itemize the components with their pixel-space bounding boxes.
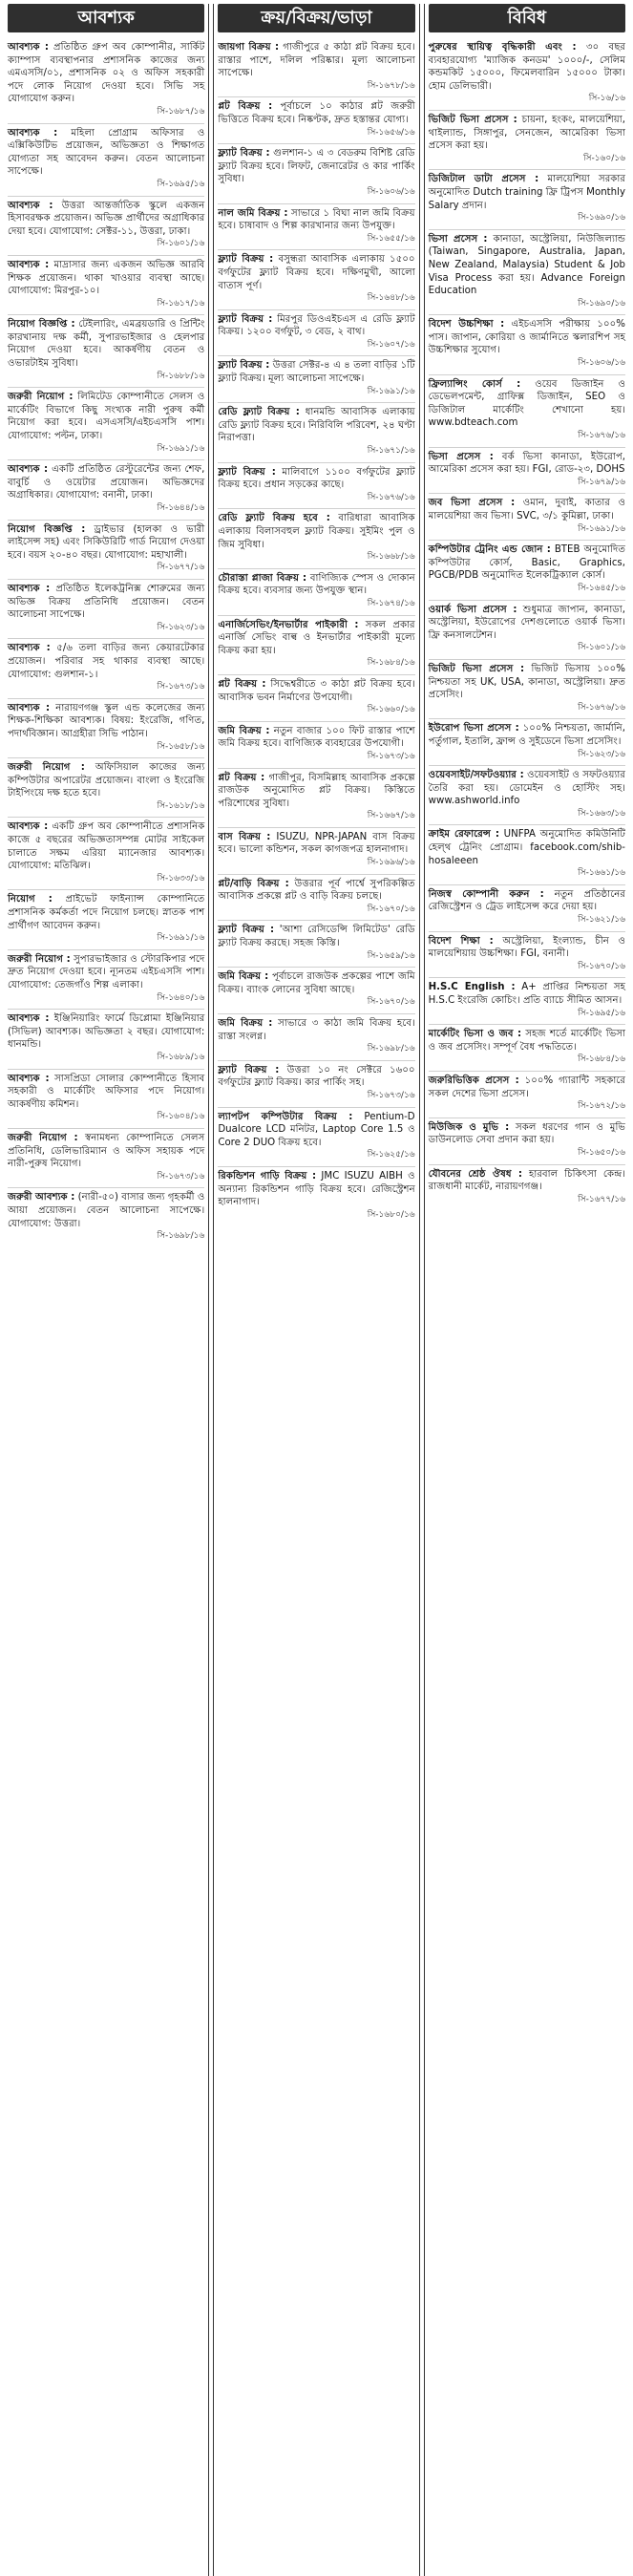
ad-text: বারিধারা আবাসিক এলাকায় বিলাসবহুল ফ্ল্যাট বিক্রয়। সুইমিং পুল ও জিম সুবিধা। — [218, 513, 415, 550]
classified-ad — [218, 1167, 414, 1225]
classified-ad — [8, 1070, 204, 1129]
classified-ad — [8, 38, 204, 124]
ad-text: মালয়েশিয়া সরকার অনুমোদিত Dutch training ফ্রি ট্রিপস Monthly Salary প্রদান। — [428, 174, 625, 211]
ad-reference: সি-১৬৮৪/১৬ — [367, 658, 415, 669]
ad-title: জরুরী নিয়োগ : — [8, 762, 85, 774]
classified-ad — [8, 388, 204, 460]
ad-title: আবশ্যক : — [8, 821, 49, 833]
ad-text: গাজীপুরে ৫ কাঠা প্লট বিক্রয় হবে। রাস্তার পাশে, দলিল পরিষ্কার। মূল্য আলোচনা সাপেক্ষে। — [218, 42, 415, 79]
ad-text: অফিসিয়াল কাজের জন্য কম্পিউটার অপারেটর প্রয়োজন। বাংলা ও ইংরেজি টাইপিংয়ে দক্ষ হতে হবে। — [8, 762, 205, 799]
classified-ad — [429, 541, 625, 600]
ad-text: নতুন বাজার ১০০ ফিট রাস্তার পাশে জমি বিক্রয় হবে। বাণিজ্যিক ব্যবহারের উপযোগী। — [218, 725, 415, 750]
ad-title: আবশ্যক : — [8, 643, 51, 654]
ad-reference: সি-১৬/১৬ — [588, 94, 625, 104]
ad-reference: সি-১৬৭০/১৬ — [367, 904, 415, 914]
ad-title: জমি বিক্রয় : — [218, 971, 269, 983]
ad-text: মিরপুর ডিওএইচএস এ রেডি ফ্ল্যাট বিক্রয়। ১২০০ বর্গফুট, ৩ বেড, ২ বাথ। — [218, 313, 415, 338]
ad-reference: সি-১৬৯৫/১৬ — [157, 179, 205, 189]
classified-ad — [218, 1014, 414, 1061]
ad-text: ISUZU, NPR-JAPAN বাস বিক্রয় হবে। ভালো কন্ডিশন, সকল কাগজপত্র হালনাগাদ। — [218, 831, 415, 856]
ad-text: বর্ক ভিসা কানাডা, ইউরোপ, আমেরিকা প্রসেস করা হয়। FGI, রোড-২৩, DOHS — [428, 451, 625, 476]
ad-reference: সি-১৬৭১/১৬ — [367, 446, 415, 457]
classified-ad — [218, 310, 414, 357]
ad-text: মালিবাগে ১১০০ বর্গফুটের ফ্ল্যাট বিক্রয় হবে। প্রধান সড়কের কাছে। — [218, 466, 415, 491]
classified-ad — [218, 968, 414, 1014]
ad-text: চায়না, হংকং, মালয়েশিয়া, থাইল্যান্ড, সিঙ্গাপুর, সেনজেন, আমেরিকা ভিসা প্রসেস করা হয়। — [428, 114, 625, 152]
ad-text: ৫/৬ তলা বাড়ির জন্য কেয়ারটেকার প্রয়োজন। পরিবার সহ থাকার ব্যবস্থা আছে। যোগাযোগ: গুলশান-১। — [8, 643, 205, 680]
ad-reference: সি-১৬৭৩/১৬ — [367, 1090, 415, 1100]
ad-reference: সি-১৬০/১৬ — [582, 153, 625, 163]
classified-ad — [429, 315, 625, 374]
classified-ad — [218, 204, 414, 251]
classified-ad — [8, 890, 204, 949]
ad-title: আবশ্যক : — [8, 1013, 50, 1025]
classified-ad — [218, 403, 414, 462]
ad-text: স্বনামধন্য কোম্পানিতে সেলস প্রতিনিধি, ডেলিভারিম্যান ও অফিস সহায়ক পদে নারী-পুরুষ নিয়োগ। — [8, 1132, 205, 1170]
ad-title: রেডি ফ্ল্যাট বিক্রয় : — [218, 407, 300, 418]
ad-reference: সি-১৬৭৬/১৬ — [578, 702, 625, 713]
ad-text: নারায়ণগঞ্জ স্কুল এন্ড কলেজের জন্য শিক্ষক-শিক্ষিকা আবশ্যক। বিষয়: ইংরেজি, গণিত, পদার্থবিজ্ঞান। আগ্রহীরা সিভি পাঠান। — [8, 702, 205, 739]
ad-title: জমি বিক্রয় : — [218, 1018, 273, 1029]
ad-text: উত্তরা সেক্টর-৪ এ ৪ তলা বাড়ির ১টি ফ্ল্যাট বিক্রয়। মূল্য আলোচনা সাপেক্ষে। — [218, 360, 415, 385]
column-buy-sell-rent — [213, 4, 419, 2576]
ad-title: বিদেশ উচ্চশিক্ষা : — [428, 319, 505, 330]
ad-text: UNFPA অনুমোদিত কমিউনিটি হেল্‌থ ট্রেনিং প্রোগ্রাম। facebook.com/shib-hosaleeen — [428, 829, 625, 866]
ad-text: শুধুমাত্র জাপান, কানাডা, অস্ট্রেলিয়া, ইউরোপের দেশগুলোতে ওয়ার্ক ভিসা। ফ্রি কনসালটেশন। — [428, 604, 625, 641]
ad-title: ফ্রিল্যান্সিং কোর্স : — [428, 378, 521, 390]
ad-title: জব ভিসা প্রসেস : — [428, 498, 516, 509]
ad-reference: সি-১৬৯০/১৬ — [578, 298, 625, 309]
ad-title: জমি বিক্রয় : — [218, 725, 270, 736]
ad-text: বসুন্ধরা আবাসিক এলাকায় ১৫০০ বর্গফুটের ফ্ল্যাট বিক্রয় হবে। দক্ষিণমুখী, আলো বাতাস পূর্ণ। — [218, 254, 415, 291]
ad-reference: সি-১৬০১/১৬ — [578, 643, 625, 653]
ad-text: উত্তরা ১০ নং সেক্টরে ১৬০০ বর্গফুটের ফ্ল্যাট বিক্রয়। কার পার্কিং সহ। — [218, 1064, 415, 1089]
ad-text: ধানমন্ডি আবাসিক এলাকায় রেডি ফ্ল্যাট বিক্রয় হবে। নিরিবিলি পরিবেশ, ২৪ ঘণ্টা নিরাপত্তা। — [218, 407, 415, 444]
classified-ad — [218, 144, 414, 203]
ad-title: আবশ্যক : — [8, 583, 51, 594]
ad-reference: সি-১৬২৫/১৬ — [367, 1150, 415, 1160]
ad-title: আবশ্যক : — [8, 200, 53, 211]
ad-text: বাণিজ্যিক স্পেস ও দোকান বিক্রয় হবে। ব্যবসার জন্য উপযুক্ত স্থান। — [218, 572, 415, 597]
ad-text: সকল ধরণের গান ও মুভি ডাউনলোড সেবা প্রদান করা হয়। — [428, 1121, 625, 1146]
ad-text: মহিলা প্রোগ্রাম অফিসার ও এক্সিকিউটিভ প্রয়োজন, অভিজ্ঞতা ও শিক্ষাগত যোগ্যতা সহ আবেদন করুন। বেতন আলোচনা সাপেক্ষে। — [8, 127, 205, 178]
ad-title: ফ্ল্যাট বিক্রয় : — [218, 360, 270, 372]
ad-reference: সি-১৬৮০/১৬ — [367, 1209, 415, 1220]
ad-text: অস্ট্রেলিয়া, ইংল্যান্ড, চীন ও মালয়েশিয়ায় উচ্চশিক্ষা। FGI, বনানী। — [428, 935, 625, 960]
ad-reference: সি-১৬৪০/১৬ — [157, 992, 205, 1003]
classified-ad — [8, 1188, 204, 1246]
ad-reference: সি-১৬০১/১৬ — [157, 239, 205, 249]
ad-text: ১০০% নিশ্চয়তা, জার্মানি, পর্তুগাল, ইতালি, ফ্রান্স ও সুইডেনে ভিসা প্রসেসিং। — [428, 723, 625, 747]
ad-text: নতুন প্রতিষ্ঠানের রেজিস্ট্রেশন ও ট্রেড লাইসেন্স করে দেয়া হয়। — [428, 888, 625, 913]
ad-text: (নারী-৫০) বাসার জন্য গৃহকর্মী ও আয়া প্রয়োজন। বেতন আলোচনা সাপেক্ষে। যোগাযোগ: উত্তরা। — [8, 1192, 205, 1229]
ad-text: পূর্বাচলে ১০ কাঠার প্লট জরুরী ভিত্তিতে বিক্রয় হবে। নিষ্কণ্টক, দ্রুত হস্তান্তর যোগ্য। — [218, 101, 415, 125]
ad-text: BTEB অনুমোদিত কম্পিউটার কোর্স, Basic, Graphics, PGCB/PDB অনুমোদিত ইলেকট্রিক্যাল কোর্স। — [428, 544, 625, 582]
ad-reference: সি-১৬৯৮/১৬ — [157, 1231, 205, 1242]
ad-title: আবশ্যক : — [8, 1073, 50, 1084]
ad-text: ড্রাইভার (হালকা ও ভারী লাইসেন্স সহ) এবং সিকিউরিটি গার্ড নিয়োগ দেওয়া হবে। বয়স ২০-৪০ বছর। যোগাযোগ: মহাখালী। — [8, 523, 205, 561]
classified-ad — [218, 1108, 414, 1167]
ad-reference: সি-১৬৯৮/১৬ — [367, 1044, 415, 1054]
ad-reference: সি-১৬৭৪/১৬ — [367, 598, 415, 608]
ad-reference: সি-১৬৮৯/১৬ — [157, 1052, 205, 1062]
ad-reference: সি-১৬৯০/১৬ — [578, 213, 625, 224]
ad-title: নাল জমি বিক্রয় : — [218, 207, 288, 219]
classified-ad — [429, 766, 625, 825]
classified-ad — [429, 230, 625, 316]
ad-text: গুলশান-১ এ ৩ বেডরুম বিশিষ্ট রেডি ফ্ল্যাট বিক্রয় হবে। লিফট, জেনারেটর ও কার পার্কিং সুবিধা। — [218, 148, 415, 185]
ad-reference: সি-১৬৯১/১৬ — [157, 443, 205, 454]
column-miscellaneous — [424, 4, 629, 2576]
classified-ad — [8, 197, 204, 256]
ad-text: মাদ্রাসার জন্য একজন অভিজ্ঞ আরবি শিক্ষক প্রয়োজন। থাকা খাওয়ার ব্যবস্থা আছে। যোগাযোগ: মিরপুর-১০। — [8, 259, 205, 297]
classified-ad — [218, 38, 414, 97]
classified-ad — [218, 828, 414, 875]
ad-text: সিদ্ধেশ্বরীতে ৩ কাঠা প্লট বিক্রয় হবে। আবাসিক ভবন নির্মাণের উপযোগী। — [218, 678, 415, 703]
ad-reference: সি-১৬৭৭/১৬ — [578, 1194, 625, 1204]
ad-title: প্লট/বাড়ি বিক্রয় : — [218, 878, 289, 889]
ad-text: উত্তরা আন্তর্জাতিক স্কুলে একজন হিসাবরক্ষক প্রয়োজন। অভিজ্ঞ প্রার্থীদের অগ্রাধিকার দেয়া হবে। যোগাযোগ: সেক্টর-১১, উত্তরা, ঢাকা। — [8, 200, 205, 237]
ad-title: আবশ্যক : — [8, 42, 50, 53]
ad-reference: সি-১৬৬১/১৬ — [578, 868, 625, 879]
ad-text: A+ প্রাপ্তির নিশ্চয়তা সহ H.S.C ইংরেজি কোচিং। প্রতি ব্যাচে সীমিত আসন। — [428, 982, 625, 1006]
classified-ad — [429, 1072, 625, 1118]
classified-ad — [8, 580, 204, 639]
ad-text: সাভারে ৩ কাঠা জমি বিক্রয় হবে। রাস্তা সংলগ্ন। — [218, 1018, 415, 1042]
ad-title: নিজস্ব কোম্পানী করুন : — [428, 888, 544, 900]
ad-title: যৌবনের শ্রেষ্ঠ ঔষধ : — [428, 1168, 522, 1180]
ad-title: ইউরোপ ভিসা প্রসেস : — [428, 723, 519, 734]
ad-text: গাজীপুর, বিসমিল্লাহ আবাসিক প্রকল্পে রাজউক অনুমোদিত প্লট বিক্রয়। কিস্তিতে পরিশোধের সুবিধা। — [218, 772, 415, 809]
column-heading: ক্রয়/বিক্রয়/ভাড়া — [218, 4, 414, 32]
ad-text: এইচএসসি পরীক্ষায় ১০০% পাস। জাপান, কোরিয়া ও জার্মানিতে স্কলারশিপ সহ উচ্চশিক্ষার সুযোগ। — [428, 319, 625, 356]
ad-reference: সি-১৬৭৭/১৬ — [157, 563, 205, 573]
classified-ad — [8, 699, 204, 758]
ad-title: ফ্ল্যাট বিক্রয় : — [218, 254, 274, 266]
classified-ad — [218, 509, 414, 568]
classified-ad — [218, 616, 414, 675]
ad-list — [425, 38, 629, 1210]
ad-reference: সি-১৬৭৩/১৬ — [157, 682, 205, 692]
ad-text: সকল প্রকার এনার্জি সেভিং বাল্ব ও ইনভার্টার পাইকারী মূল্যে বিক্রয় করা হয়। — [218, 619, 415, 656]
ad-text: প্রাইভেট ফাইন্যান্স কোম্পানিতে প্রশাসনিক কর্মকর্তা পদে নিয়োগ চলছে। স্নাতক পাশ প্রার্থীগণ আবেদন করুন। — [8, 894, 205, 931]
ad-text: একটি প্রতিষ্ঠিত রেস্টুরেন্টের জন্য শেফ, বাবুর্চি ও ওয়েটার প্রয়োজন। অভিজ্ঞদের অগ্রাধিকার। যোগাযোগ: বনানী, ঢাকা। — [8, 464, 205, 501]
classified-ad — [218, 722, 414, 769]
ad-title: জরুরী আবশ্যক : — [8, 1192, 75, 1203]
ad-reference: সি-১৬৮৪/১৬ — [578, 1054, 625, 1065]
columns — [4, 4, 629, 2576]
ad-text: 'আশা রেসিডেন্সি লিমিটেড' রেডি ফ্ল্যাট বিক্রয় করছে। সহজ কিস্তি। — [218, 925, 415, 949]
ad-reference: সি-১৬৩৩/১৬ — [157, 873, 205, 884]
ad-title: ফ্ল্যাট বিক্রয় : — [218, 148, 270, 160]
ad-reference: সি-১৬৯১/১৬ — [367, 386, 415, 396]
ad-text: পূর্বাচলে রাজউক প্রকল্পের পাশে জমি বিক্রয়। ব্যাংক লোনের সুবিধা আছে। — [218, 971, 415, 995]
ad-reference: সি-১৬৫৬/১৬ — [367, 127, 415, 138]
ad-reference: সি-১৬৭০/১৬ — [367, 997, 415, 1008]
ad-text: ১০০% গ্যারান্টি সহকারে সকল দেশের ভিসা প্রসেস। — [428, 1075, 625, 1099]
ad-text: সাভারে ১ বিঘা নাল জমি বিক্রয় হবে। চাষাবাদ ও শিল্প কারখানার জন্য উপযুক্ত। — [218, 207, 415, 232]
classified-ad — [429, 111, 625, 170]
classified-ad — [218, 97, 414, 144]
ad-reference: সি-১৬৭০/১৬ — [578, 961, 625, 971]
classified-ad — [429, 170, 625, 229]
classified-ad — [429, 494, 625, 541]
classified-ad — [218, 1061, 414, 1108]
ad-title: ক্রাইম রেফারেন্স : — [428, 829, 499, 841]
ad-reference: সি-১৬৪৮/১৬ — [367, 293, 415, 304]
classified-ad — [429, 660, 625, 719]
ad-text: ওমান, দুবাই, কাতার ও মালয়েশিয়া জব ভিসা। SVC, ৩/১ কুমিল্লা, ঢাকা। — [428, 498, 625, 522]
ad-reference: সি-১৬০৪/১৬ — [157, 1112, 205, 1122]
ad-title: আবশ্যক : — [8, 127, 58, 138]
ad-title: ল্যাপটপ কম্পিউটার বিক্রয় : — [218, 1111, 353, 1122]
classified-ad — [429, 825, 625, 884]
classified-ad — [8, 758, 204, 818]
ad-title: ফ্ল্যাট বিক্রয় : — [218, 1064, 280, 1075]
ad-title: রেডি ফ্ল্যাট বিক্রয় হবে : — [218, 513, 330, 524]
ad-title: ভিসা প্রসেস : — [428, 451, 494, 462]
ad-title: আবশ্যক : — [8, 259, 50, 270]
column-required — [4, 4, 209, 2576]
ad-reference: সি-১৬১৭/১৬ — [157, 298, 205, 309]
ad-reference: সি-১৬৫৫/১৬ — [367, 233, 415, 244]
ad-title: চৌরাস্তা প্লাজা বিক্রয় : — [218, 572, 307, 584]
ad-title: এনার্জিসেভিং/ইনভার্টার পাইকারী : — [218, 619, 359, 630]
ad-title: নিয়োগ বিজ্ঞপ্তি : — [8, 523, 86, 535]
ad-title: আবশ্যক : — [8, 464, 49, 476]
ad-reference: সি-১৬৮৭/১৬ — [157, 106, 205, 117]
ad-text: ৩০ বছর ব্যবহারযোগ্য 'ম্যাজিক কনডম' ১০০০/-, সেলিম কন্ডমকিট ১৫০০০, ফিমেলবারিন ১৫০০০ টাকা। হোম ডেলিভারী। — [428, 42, 625, 92]
classified-ad — [429, 38, 625, 111]
ad-title: আবশ্যক : — [8, 702, 51, 713]
ad-title: ফ্ল্যাট বিক্রয় : — [218, 313, 273, 325]
ad-reference: সি-১৬৬৮/১৬ — [367, 552, 415, 563]
ad-reference: সি-১৬০৬/১৬ — [367, 186, 415, 197]
ad-reference: সি-১৬১৮/১৬ — [157, 800, 205, 811]
ad-text: ভিজিট ভিসায় ১০০% নিশ্চয়তা সহ UK, USA, কানাডা, অস্ট্রেলিয়া। দ্রুত প্রসেসিং। — [428, 663, 625, 701]
ad-title: প্লট বিক্রয় : — [218, 678, 266, 690]
ad-title: ভিজিট ভিসা প্রসেস : — [428, 663, 525, 674]
ad-title: ওয়েবসাইট/সফটওয়্যার : — [428, 770, 524, 781]
ad-title: কম্পিউটার ট্রেনিং এন্ড জোন : — [428, 544, 551, 556]
ad-text: লিমিটেড কোম্পানীতে সেলস ও মার্কেটিং বিভাগে কিছু সংখ্যক নারী পুরুষ কর্মী নিয়োগ করা হবে। এসএসসি/এইচএসসি পাশ। যোগাযোগ: পল্টন, ঢাকা। — [8, 392, 205, 442]
ad-text: সুপারভাইজার ও স্টোরকিপার পদে দ্রুত নিয়োগ দেওয়া হবে। ন্যূনতম এইচএসসি পাশ। যোগাযোগ: তেজগাঁও শিল্প এলাকা। — [8, 953, 205, 990]
ad-title: জায়গা বিক্রয় : — [218, 42, 280, 53]
classified-ad — [8, 950, 204, 1010]
ad-title: প্লট বিক্রয় : — [218, 101, 273, 113]
ad-title: ভিসা প্রসেস : — [428, 233, 488, 245]
classified-ad — [218, 356, 414, 403]
column-heading: বিবিধ — [429, 4, 625, 32]
ad-title: ফ্ল্যাট বিক্রয় : — [218, 466, 276, 478]
ad-text: টেইলারিং, এমব্রয়ডারি ও প্রিন্টিং কারখানায় দক্ষ কর্মী, সুপারভাইজার ও হেলপার নিয়োগ দেওয়া হবে। আকর্ষণীয় বেতন ও ওভারটাইম সুবিধা। — [8, 319, 205, 370]
classified-ad — [429, 719, 625, 766]
classified-ad — [218, 463, 414, 510]
ad-title: বাস বিক্রয় : — [218, 831, 271, 842]
ad-title: মিউজিক ও মুভি : — [428, 1121, 510, 1133]
classified-ad — [429, 375, 625, 448]
ad-reference: সি-১৬৭৩/১৬ — [367, 751, 415, 761]
classified-ad — [8, 521, 204, 580]
ad-title: ভিজিট ভিসা প্রসেস : — [428, 114, 517, 125]
ad-reference: সি-১৬৮৮/১৬ — [157, 371, 205, 381]
ad-reference: সি-১৬৭৬/১৬ — [578, 431, 625, 441]
ad-text: ওয়েব ডিজাইন ও ডেভেলপমেন্ট, গ্রাফিক্স ডিজাইন, SEO ও ডিজিটাল মার্কেটিং শেখানো হয়। www.bdteach.com — [428, 378, 625, 429]
ad-text: সাসপ্রিডা সোলার কোম্পানীতে হিসাব সহকারী ও মার্কেটিং অফিসার পদে নিয়োগ। আকর্ষণীয় কমিশন। — [8, 1073, 205, 1110]
classified-ad — [8, 818, 204, 890]
ad-title: নিয়োগ : — [8, 894, 53, 905]
ad-text: কানাডা, অস্ট্রেলিয়া, নিউজিল্যান্ড (Taiwan, Singapore, Australia, Japan, New Zealand, Malaysia) Student & Job Visa Process করা হয়। Advance Foreign Education — [428, 233, 625, 297]
classified-ad — [218, 250, 414, 309]
ad-text: JMC ISUZU AIBH ও অন্যান্য রিকন্ডিশন গাড়ি বিক্রয় হবে। রেজিস্ট্রেশন হালনাগাদ। — [218, 1170, 415, 1208]
classified-ad — [218, 769, 414, 828]
ad-title: পুরুষের স্থায়িত্ব বৃদ্ধিকারী এবং : — [428, 42, 577, 53]
ad-title: মার্কেটিং ভিসা ও জব : — [428, 1029, 522, 1040]
ad-title: রিকন্ডিশন গাড়ি বিক্রয় : — [218, 1170, 317, 1182]
classified-ad — [8, 124, 204, 197]
ad-reference: সি-১৬৯৫/১৬ — [578, 1008, 625, 1018]
ad-list — [214, 38, 418, 1225]
ad-reference: সি-১৬২৩/১৬ — [157, 622, 205, 632]
ad-reference: সি-১৬২১/১৬ — [578, 915, 625, 926]
ad-text: ইঞ্জিনিয়ারিং ফার্মে ডিপ্লোমা ইঞ্জিনিয়ার (সিভিল) আবশ্যক। অভিজ্ঞতা ২ বছর। যোগাযোগ: ধানমন্ডি। — [8, 1013, 205, 1051]
ad-reference: সি-১৬৬৭/১৬ — [367, 811, 415, 821]
classified-ad — [218, 921, 414, 968]
ad-reference: সি-১৬৭৩/১৬ — [157, 1171, 205, 1182]
classified-ad — [218, 569, 414, 616]
classified-ad — [8, 1010, 204, 1069]
ad-reference: সি-১৬৭৮/১৬ — [367, 80, 415, 91]
ad-title: ফ্ল্যাট বিক্রয় : — [218, 925, 275, 936]
classified-ad — [218, 875, 414, 922]
ad-reference: সি-১৬৫০/১৬ — [578, 1147, 625, 1158]
column-heading: আবশ্যক — [8, 4, 204, 32]
ad-reference: সি-১৬৬৩/১৬ — [578, 808, 625, 819]
classified-ad — [429, 932, 625, 979]
ad-title: H.S.C English : — [428, 982, 516, 993]
ad-reference: সি-১৬৯১/১৬ — [157, 933, 205, 944]
ad-title: জরুরী নিয়োগ : — [8, 392, 74, 403]
classified-ad — [429, 885, 625, 932]
ad-text: হারবাল চিকিৎসা কেন্দ্র। রাজধানী মার্কেট, নারায়ণগঞ্জ। — [428, 1168, 625, 1193]
ad-reference: সি-১৬৫৮/১৬ — [157, 741, 205, 752]
classified-ad — [8, 256, 204, 315]
ad-title: প্লট বিক্রয় : — [218, 772, 265, 783]
ad-text: একটি গ্রুপ অব কোম্পানীতে প্রশাসনিক কাজে ৫ বছরের অভিজ্ঞতাসম্পন্ন মোটর সাইকেল চালাতে সক্ষম এরিয়া ম্যানেজার আবশ্যক। যোগাযোগ: মতিঝিল। — [8, 821, 205, 872]
ad-title: জরুরিভিত্তিক প্রসেস : — [428, 1075, 519, 1086]
ad-text: ওয়েবসাইট ও সফটওয়্যার তৈরি করা হয়। ডোমেইন ও হোস্টিং সহ। www.ashworld.info — [428, 770, 625, 807]
ad-reference: সি-১৬৬০/১৬ — [367, 705, 415, 715]
ad-title: বিদেশ শিক্ষা : — [428, 935, 494, 947]
ad-reference: সি-১৬৭৯/১৬ — [578, 477, 625, 487]
ad-title: ডিজিটাল ডাটা প্রসেস : — [428, 174, 539, 185]
classified-ad — [429, 1165, 625, 1211]
ad-title: ওয়ার্ক ভিসা প্রসেস : — [428, 604, 517, 615]
classified-ad — [429, 1118, 625, 1165]
ad-text: Pentium-D Dualcore LCD মনিটর, Laptop Core 1.5 ও Core 2 DUO বিক্রয় হবে। — [218, 1111, 415, 1148]
classified-ad — [8, 639, 204, 698]
ad-reference: সি-১৬৪৫/১৬ — [578, 583, 625, 593]
ad-list — [4, 38, 208, 1247]
classified-ad — [429, 978, 625, 1025]
ad-reference: সি-১৬৯১/১৬ — [578, 523, 625, 534]
classified-ad — [429, 601, 625, 660]
ad-reference: সি-১৬০৬/১৬ — [578, 358, 625, 369]
ad-reference: সি-১৬৭৬/১৬ — [367, 492, 415, 502]
ad-text: প্রতিষ্ঠিত গ্রুপ অব কোম্পানীর, সার্কিট ক্যাম্পাস ব্যবস্থাপনার প্রশাসনিক কাজের জন্য এমএসসি/০১, প্রশাসনিক ০২ ও অফিস সহকারী পদে লোক নিয়োগ দেওয়া হবে। সিভি সহ যোগাযোগ করুন। — [8, 42, 205, 105]
ad-reference: সি-১৬২৩/১৬ — [578, 749, 625, 759]
ad-reference: সি-১৬৫৯/১৬ — [367, 950, 415, 961]
classified-ad — [218, 675, 414, 722]
ad-title: জরুরী নিয়োগ : — [8, 953, 71, 965]
ad-reference: সি-১৬৪৪/১৬ — [157, 503, 205, 513]
ad-reference: সি-১৬৯৬/১৬ — [367, 858, 415, 868]
ad-reference: সি-১৬৭২/১৬ — [578, 1101, 625, 1112]
classified-ad — [429, 1025, 625, 1072]
ad-text: প্রতিষ্ঠিত ইলেকট্রনিক্স শোরুমের জন্য অভিজ্ঞ বিক্রয় প্রতিনিধি প্রয়োজন। বেতন আলোচনা সাপেক্ষে। — [8, 583, 205, 621]
classified-ad — [8, 315, 204, 388]
ad-title: জরুরী নিয়োগ : — [8, 1132, 78, 1143]
classified-ad — [429, 448, 625, 495]
classified-ad — [8, 460, 204, 520]
ad-reference: সি-১৬০৭/১৬ — [367, 339, 415, 350]
ad-title: নিয়োগ বিজ্ঞপ্তি : — [8, 319, 75, 330]
ad-text: উত্তরার পূর্ব পার্শ্বে সুপরিকল্পিত আবাসিক প্রকল্পে প্লট ও বাড়ি বিক্রয় চলছে। — [218, 878, 415, 903]
ad-text: সহজ শর্তে মার্কেটিং ভিসা ও জব প্রসেসিং। সম্পূর্ণ বৈধ পদ্ধতিতে। — [428, 1029, 625, 1053]
classified-ad — [8, 1129, 204, 1188]
